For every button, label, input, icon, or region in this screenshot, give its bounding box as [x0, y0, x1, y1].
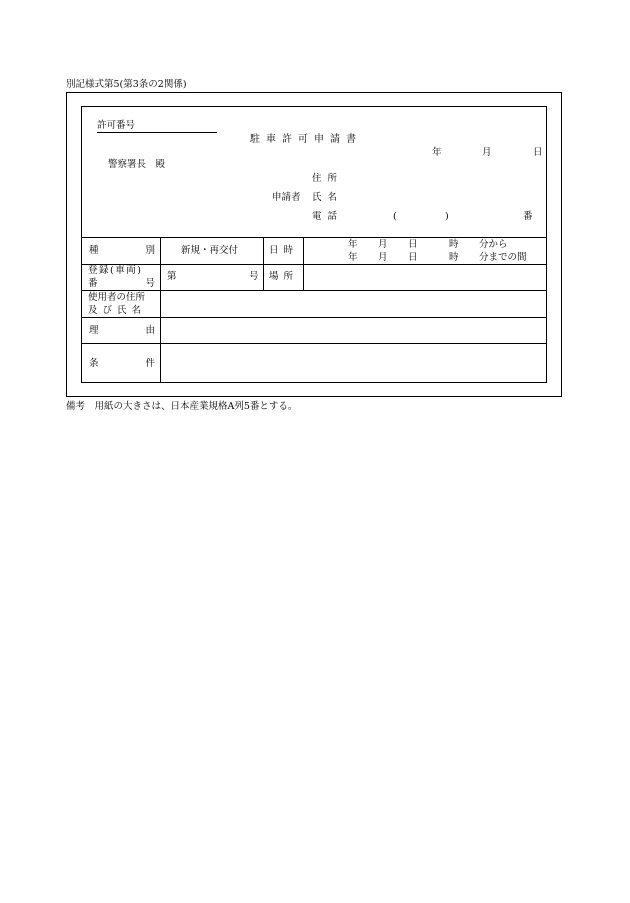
table-row-divider [81, 264, 547, 265]
permit-number-label: 許可番号 [97, 120, 136, 131]
table-column-divider [263, 237, 264, 290]
date-day: 日 [533, 147, 543, 158]
applicant-phone-label: 電話 [312, 211, 344, 222]
to-day: 日 [408, 252, 418, 263]
table-row-divider [81, 343, 547, 344]
conditions-label: 条 件 [89, 358, 155, 369]
form-title: 駐車許可申請書 [250, 134, 362, 145]
user-label-line1: 使用者の住所 [88, 292, 146, 303]
from-suffix: 分から [479, 239, 508, 250]
to-hour: 時 [449, 252, 459, 263]
table-column-divider [303, 237, 304, 290]
to-suffix: 分までの間 [479, 252, 527, 263]
from-year: 年 [348, 239, 358, 250]
applicant-heading: 申請者 [272, 192, 301, 203]
table-top-border [81, 237, 547, 238]
from-hour: 時 [449, 239, 459, 250]
number-prefix: 第 [167, 271, 177, 282]
place-label: 場所 [269, 271, 299, 282]
table-row-divider [81, 290, 547, 291]
addressee: 警察署長 殿 [108, 159, 166, 170]
form-caption: 別記様式第5(第3条の2関係) [66, 79, 187, 90]
from-month: 月 [378, 239, 388, 250]
type-label: 種 別 [89, 245, 155, 256]
phone-open-paren: ( [393, 211, 397, 222]
phone-suffix: 番 [523, 211, 533, 222]
user-label-line2: 及び氏名 [88, 305, 147, 316]
date-year: 年 [432, 147, 442, 158]
reason-label: 理 由 [89, 325, 155, 336]
applicant-name-label: 氏名 [312, 192, 344, 203]
table-label-column-divider [160, 237, 161, 383]
type-value: 新規・再交付 [181, 245, 239, 256]
to-month: 月 [378, 252, 388, 263]
registration-label-line1: 登録(車両) [88, 265, 143, 276]
phone-close-paren: ) [445, 211, 449, 222]
to-year: 年 [348, 252, 358, 263]
datetime-label: 日時 [269, 245, 299, 256]
applicant-address-label: 住所 [312, 173, 344, 184]
date-month: 月 [482, 147, 492, 158]
registration-label-line2: 番 号 [88, 278, 155, 289]
footnote: 備考 用紙の大きさは、日本産業規格A列5番とする。 [66, 401, 298, 412]
number-suffix: 号 [249, 271, 259, 282]
permit-number-line [97, 132, 217, 133]
table-row-divider [81, 317, 547, 318]
from-day: 日 [408, 239, 418, 250]
